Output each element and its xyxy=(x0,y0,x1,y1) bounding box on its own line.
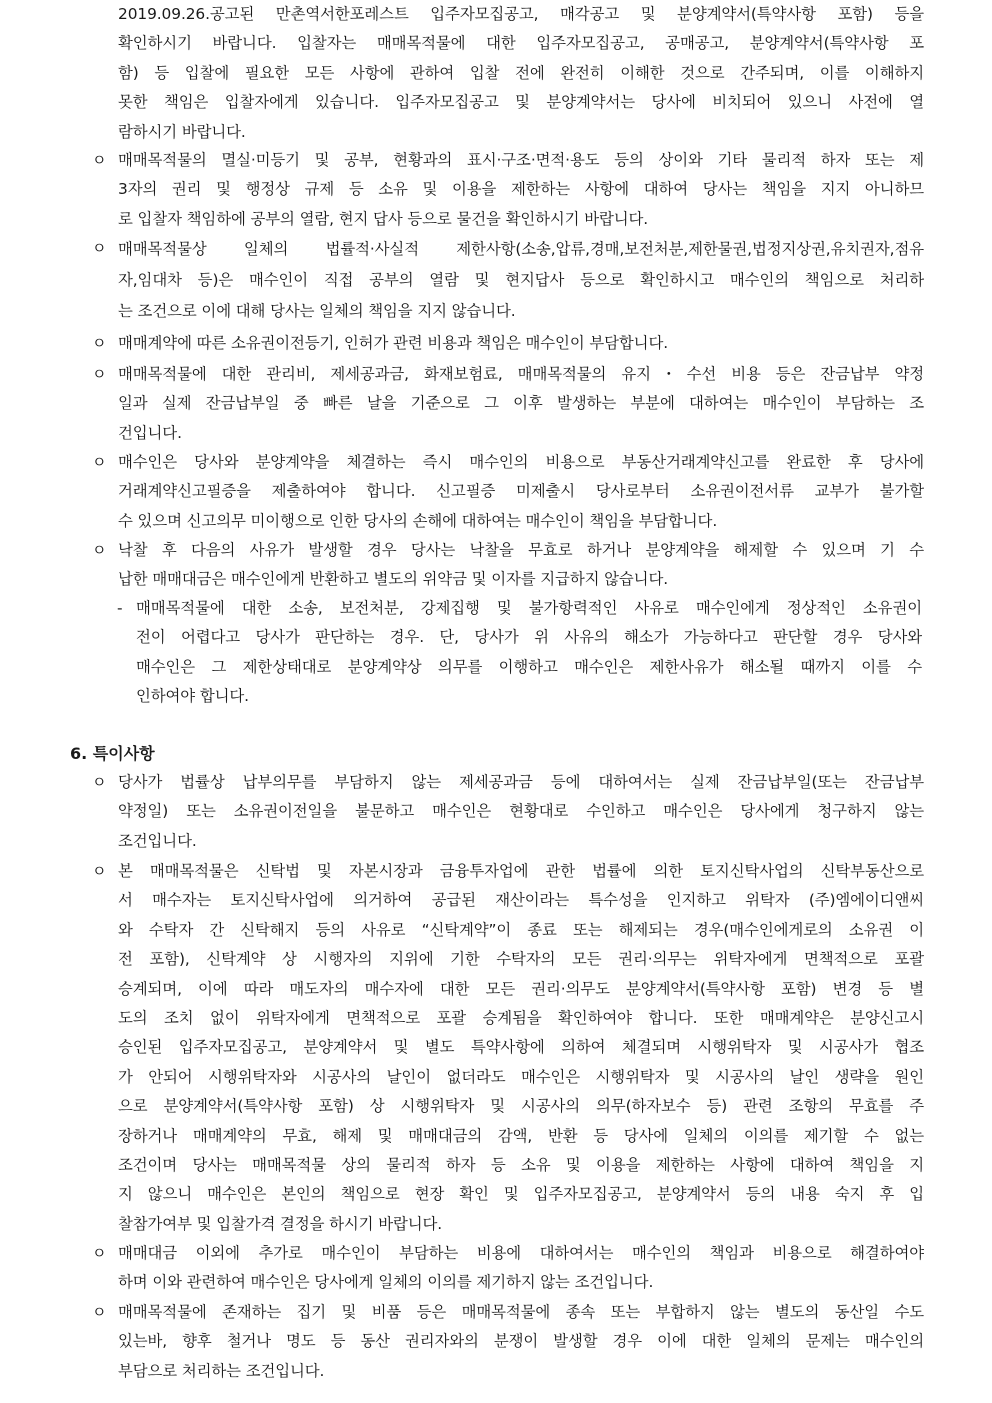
text-line: 람하시기 바랍니다. xyxy=(118,122,246,141)
text-line: 함) 등 입찰에 필요한 모든 사항에 관하여 입찰 전에 완전히 이해한 것으로 간주되며, 이를 이해하지 xyxy=(118,63,924,82)
text-line: 일과 실제 잔금납부일 중 빠른 날을 기준으로 그 이후 발생하는 부분에 대하여는 매수인이 부담하는 조 xyxy=(118,394,924,413)
text-line: 가 안되어 시행위탁자와 시공사의 날인이 없더라도 매수인은 시행위탁자 및 시공사의 날인 생략을 원인 xyxy=(118,1067,924,1086)
text-line: 서 매수자는 토지신탁사업에 의거하여 공급된 재산이라는 특수성을 인지하고 위탁자 (주)엠에이디앤씨 xyxy=(118,891,924,910)
bullet-icon: ㅇ xyxy=(92,334,107,352)
list-item xyxy=(118,1298,924,1386)
text-line: 2019.09.26.공고된 만촌역서한포레스트 입주자모집공고, 매각공고 및 분양계약서(특약사항 포함) 등을 xyxy=(118,5,924,23)
text-line: 조건이며 당사는 매매목적물 상의 물리적 하자 등 소유 및 이용을 제한하는 사항에 대하여 책임을 지 xyxy=(118,1156,924,1175)
bullet-icon: ㅇ xyxy=(92,773,107,791)
text-line: 당사가 법률상 납부의무를 부담하지 않는 제세공과금 등에 대하여서는 실제 잔금납부일(또는 잔금납부 xyxy=(118,773,924,791)
text-line: 하며 이와 관련하여 매수인은 당사에게 일체의 이의를 제기하지 않는 조건입니다. xyxy=(118,1273,654,1292)
text-line: 로 입찰자 책임하에 공부의 열람, 현지 답사 등으로 물건을 확인하시기 바랍니다. xyxy=(118,209,649,228)
text-line: 거래계약신고필증을 제출하여야 합니다. 신고필증 미제출시 당사로부터 소유권이전서류 교부가 불가할 xyxy=(118,482,924,501)
section-heading: 6. 특이사항 xyxy=(70,744,155,763)
text-line: 약정일) 또는 소유권이전일을 불문하고 매수인은 현황대로 수인하고 매수인은 당사에게 청구하지 않는 xyxy=(118,802,924,821)
dash-marker: - xyxy=(117,599,123,617)
list-item xyxy=(118,448,924,536)
text-line: 지 않으니 매수인은 본인의 책임으로 현장 확인 및 입주자모집공고, 분양계약서 등의 내용 숙지 후 입 xyxy=(118,1185,924,1204)
bullet-icon: ㅇ xyxy=(92,453,107,471)
text-line: 매매대금 이외에 추가로 매수인이 부담하는 비용에 대하여서는 매수인의 책임과 비용으로 해결하여야 xyxy=(118,1244,924,1262)
text-line: 매매목적물상 일체의 법률적·사실적 제한사항(소송,압류,경매,보전처분,제한물권,법정지상권,유치권자,점유 xyxy=(118,240,924,258)
text-line: 수 있으며 신고의무 미이행으로 인한 당사의 손해에 대하여는 매수인이 책임을 부담합니다. xyxy=(118,511,718,530)
list-item xyxy=(118,329,924,358)
text-line: 부담으로 처리하는 조건입니다. xyxy=(118,1361,325,1380)
text-line: 건입니다. xyxy=(118,423,182,442)
text-line: 낙찰 후 다음의 사유가 발생할 경우 당사는 낙찰을 무효로 하거나 분양계약을 해제할 수 있으며 기 수 xyxy=(118,541,924,559)
bullet-icon: ㅇ xyxy=(92,1303,107,1321)
text-line: 매매목적물의 멸실·미등기 및 공부, 현황과의 표시·구조·면적·용도 등의 상이와 기타 물리적 하자 또는 제 xyxy=(118,151,924,169)
text-line: 매수인은 당사와 분양계약을 체결하는 즉시 매수인의 비용으로 부동산거래계약신고를 완료한 후 당사에 xyxy=(118,453,924,471)
text-line: 승계되며, 이에 따라 매도자의 매수자에 대한 모든 권리·의무도 분양계약서(특약사항 포함) 변경 등 별 xyxy=(118,979,924,998)
list-item xyxy=(118,857,924,1239)
text-line: 3자의 권리 및 행정상 규제 등 소유 및 이용을 제한하는 사항에 대하여 당사는 책임을 지지 아니하므 xyxy=(118,180,924,199)
text-line: 와 수탁자 간 신탁해지 등의 사유로 “신탁계약”이 종료 또는 해제되는 경우(매수인에게로의 소유권 이 xyxy=(118,920,924,939)
bullet-icon: ㅇ xyxy=(92,1244,107,1262)
text-line: 본 매매목적물은 신탁법 및 자본시장과 금융투자업에 관한 법률에 의한 토지신탁사업의 신탁부동산으로 xyxy=(118,862,924,880)
text-line: 전이 어렵다고 당사가 판단하는 경우. 단, 당사가 위 사유의 해소가 가능하다고 판단할 경우 당사와 xyxy=(136,628,922,647)
list-item xyxy=(118,360,924,448)
text-line: 매매목적물에 대한 관리비, 제세공과금, 화재보험료, 매매목적물의 유지・수선 비용 등은 잔금납부 약정 xyxy=(118,365,924,383)
list-item xyxy=(118,146,924,234)
list-item xyxy=(118,1239,924,1298)
text-line: 못한 책임은 입찰자에게 있습니다. 입주자모집공고 및 분양계약서는 당사에 비치되어 있으니 사전에 열 xyxy=(118,93,924,112)
text-line: 납한 매매대금은 매수인에게 반환하고 별도의 위약금 및 이자를 지급하지 않습니다. xyxy=(118,570,669,589)
text-line: 자,임대차 등)은 매수인이 직접 공부의 열람 및 현지답사 등으로 확인하시고 매수인의 책임으로 처리하 xyxy=(118,271,924,289)
text-line: 확인하시기 바랍니다. 입찰자는 매매목적물에 대한 입주자모집공고, 공매공고, 분양계약서(특약사항 포 xyxy=(118,34,924,53)
text-line: 매매목적물에 존재하는 집기 및 비품 등은 매매목적물에 종속 또는 부합하지 않는 별도의 동산일 수도 xyxy=(118,1303,924,1321)
text-line: 전 포함), 신탁계약 상 시행자의 지위에 기한 수탁자의 모든 권리·의무는 위탁자에게 면책적으로 포괄 xyxy=(118,950,924,969)
text-line: 조건입니다. xyxy=(118,831,197,850)
text-line: 매매목적물에 대한 소송, 보전처분, 강제집행 및 불가항력적인 사유로 매수인에게 정상적인 소유권이 xyxy=(136,599,922,617)
text-line: 매수인은 그 제한상태대로 분양계약상 의무를 이행하고 매수인은 제한사유가 해소될 때까지 이를 수 xyxy=(136,657,922,676)
bullet-icon: ㅇ xyxy=(92,862,107,880)
list-item xyxy=(118,768,924,856)
text-line: 승인된 입주자모집공고, 분양계약서 및 별도 특약사항에 의하여 체결되며 시행위탁자 및 시공사가 협조 xyxy=(118,1038,924,1057)
sub-list-item xyxy=(136,594,922,712)
text-line: 인하여야 합니다. xyxy=(136,687,249,706)
text-line: 있는바, 향후 철거나 명도 등 동산 권리자와의 분쟁이 발생할 경우 이에 대한 일체의 문제는 매수인의 xyxy=(118,1332,924,1351)
text-line: 매매계약에 따른 소유권이전등기, 인허가 관련 비용과 책임은 매수인이 부담합니다. xyxy=(118,334,669,352)
bullet-icon: ㅇ xyxy=(92,239,107,257)
text-line: 장하거나 매매계약의 무효, 해제 및 매매대금의 감액, 반환 등 당사에 일체의 이의를 제기할 수 없는 xyxy=(118,1126,924,1145)
bullet-icon: ㅇ xyxy=(92,541,107,559)
text-line: 는 조건으로 이에 대해 당사는 일체의 책임을 지지 않습니다. xyxy=(118,302,516,320)
list-item xyxy=(118,536,924,595)
text-line: 으로 분양계약서(특약사항 포함) 상 시행위탁자 및 시공사의 의무(하자보수 등) 관련 조항의 무효를 주 xyxy=(118,1097,924,1116)
list-item xyxy=(118,234,924,327)
text-line: 찰참가여부 및 입찰가격 결정을 하시기 바랍니다. xyxy=(118,1214,443,1233)
text-line: 도의 조치 없이 위탁자에게 면책적으로 포괄 승계됨을 확인하여야 합니다. 또한 매매계약은 분양신고시 xyxy=(118,1009,924,1028)
bullet-icon: ㅇ xyxy=(92,365,107,383)
intro-paragraph xyxy=(118,0,924,147)
bullet-icon: ㅇ xyxy=(92,151,107,169)
